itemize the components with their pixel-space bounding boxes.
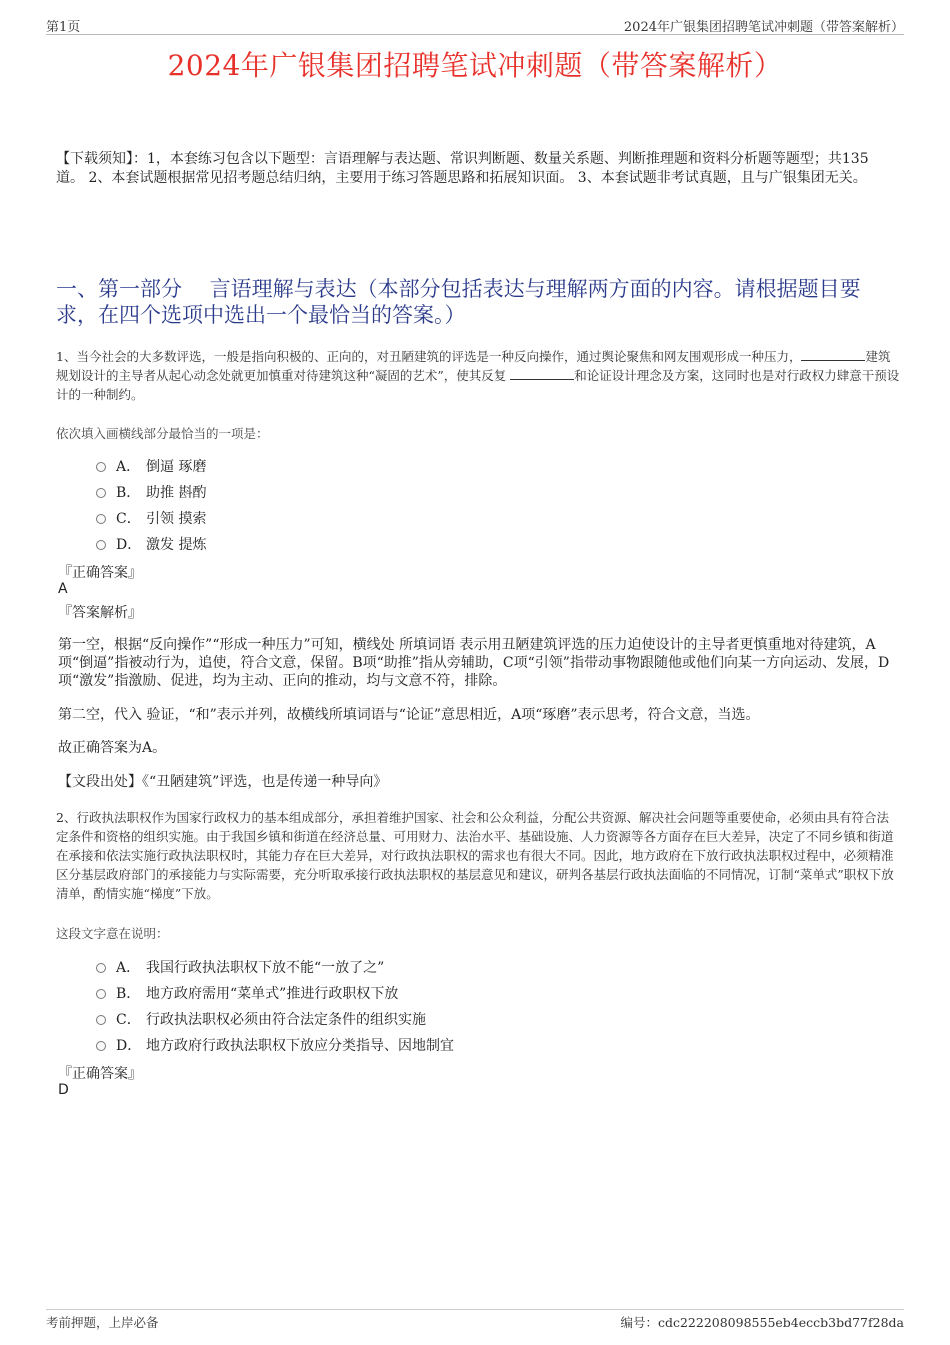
question-1-text bbox=[56, 347, 900, 404]
radio-icon[interactable] bbox=[96, 963, 106, 973]
analysis-label: 『答案解析』 bbox=[58, 605, 142, 621]
source-citation: 【文段出处】《“丑陋建筑”评选，也是传递一种导向》 bbox=[58, 774, 388, 790]
answer-value: D bbox=[58, 1082, 69, 1098]
question-1-text-a: 1、当今社会的大多数评选，一般是指向积极的、正向的，对丑陋建筑的评选是一种反向操作，通过舆论聚焦和网友围观形成一种压力， bbox=[56, 349, 802, 364]
page-number: 第1页 bbox=[46, 20, 81, 35]
question-1-text-c: 和论证设计理念及方案，这同时也是对行政权力肆意干预设计的一种制约。 bbox=[56, 368, 900, 402]
analysis-paragraph-2: 第二空，代入 验证，“和”表示并列，故横线所填词语与“论证”意思相近，A项“琢磨”表示思考，符合文意，当选。 bbox=[58, 707, 760, 723]
radio-icon[interactable] bbox=[96, 540, 106, 550]
option-b[interactable]: B． 助推 斟酌 bbox=[96, 479, 206, 505]
radio-icon[interactable] bbox=[96, 488, 106, 498]
radio-icon[interactable] bbox=[96, 989, 106, 999]
question-2-options bbox=[96, 954, 454, 1058]
option-d[interactable]: D． 激发 提炼 bbox=[96, 531, 206, 557]
page-header bbox=[46, 14, 904, 35]
option-c[interactable]: C． 行政执法职权必须由符合法定条件的组织实施 bbox=[96, 1006, 454, 1032]
option-b[interactable]: B． 地方政府需用“菜单式”推进行政职权下放 bbox=[96, 980, 454, 1006]
fill-blank-1 bbox=[801, 348, 865, 361]
footer-doc-id: 编号：cdc222208098555eb4eccb3bd77f28da bbox=[620, 1315, 904, 1330]
question-1-prompt: 依次填入画横线部分最恰当的一项是： bbox=[56, 426, 269, 441]
option-a[interactable]: A． 我国行政执法职权下放不能“一放了之” bbox=[96, 954, 454, 980]
question-1-options bbox=[96, 453, 206, 557]
question-1-text-b: 建筑规划设计的主导者从起心动念处就更加慎重对待建筑这种“凝固的艺术”，使其反复 bbox=[56, 349, 891, 383]
radio-icon[interactable] bbox=[96, 462, 106, 472]
radio-icon[interactable] bbox=[96, 514, 106, 524]
download-notice: 【下载须知】：1，本套练习包含以下题型：言语理解与表达题、常识判断题、数量关系题、判断推理题和资料分析题等题型；共135道。 2、本套试题根据常见招考题总结归纳，主要用于练习答题思路和拓展知识面。 3、本套试题非考试真题，且与广银集团无关。 bbox=[56, 151, 869, 186]
header-doc-title: 2024年广银集团招聘笔试冲刺题（带答案解析） bbox=[623, 20, 904, 35]
footer-slogan: 考前押题，上岸必备 bbox=[46, 1315, 159, 1330]
radio-icon[interactable] bbox=[96, 1015, 106, 1025]
footer-divider bbox=[46, 1309, 904, 1310]
option-c[interactable]: C． 引领 摸索 bbox=[96, 505, 206, 531]
answer-label: 『正确答案』 bbox=[58, 565, 142, 581]
radio-icon[interactable] bbox=[96, 1041, 106, 1051]
question-2-prompt: 这段文字意在说明： bbox=[56, 926, 169, 941]
question-2-text: 2、行政执法职权作为国家行政权力的基本组成部分，承担着维护国家、社会和公众利益，分配公共资源、解决社会问题等重要使命，必须由具有符合法定条件和资格的组织实施。由于我国乡镇和街道在经济总量、可用财力、法治水平、基础设施、人力资源等各方面存在巨大差异，决定了不同乡镇和街道在承接和依法实施行政执法职权时，其能力存在巨大差异，对行政执法职权的需求也有很大不同。因此，地方政府在下放行政执法职权过程中，必须精准区分基层政府部门的承接能力与实际需要，充分听取承接行政执法职权的基层意见和建议，研判各基层行政执法面临的不同情况，订制“菜单式”职权下放清单，酌情实施“梯度”下放。 bbox=[56, 810, 894, 901]
fill-blank-2 bbox=[510, 367, 574, 380]
analysis-paragraph-1: 第一空，根据“反向操作”“形成一种压力”可知，横线处 所填词语 表示用丑陋建筑评选的压力迫使设计的主导者更慎重地对待建筑，A项“倒逼”指被动行为，追使，符合文意，保留。B项“助推”指从旁辅助，C项“引领”指带动事物跟随他或他们向某一方向运动、发展，D项“激发”指激励、促进，均为主动、正向的推动，均与文意不符，排除。 bbox=[58, 637, 890, 689]
document-title: 2024年广银集团招聘笔试冲刺题（带答案解析） bbox=[167, 49, 783, 82]
section-title: 一、第一部分 言语理解与表达（本部分包括表达与理解两方面的内容。请根据题目要求，在四个选项中选出一个最恰当的答案。） bbox=[56, 277, 861, 327]
answer-label: 『正确答案』 bbox=[58, 1066, 142, 1082]
answer-value: A bbox=[58, 581, 68, 597]
analysis-paragraph-3: 故正确答案为A。 bbox=[58, 740, 167, 756]
option-d[interactable]: D． 地方政府行政执法职权下放应分类指导、因地制宜 bbox=[96, 1032, 454, 1058]
option-a[interactable]: A． 倒逼 琢磨 bbox=[96, 453, 206, 479]
